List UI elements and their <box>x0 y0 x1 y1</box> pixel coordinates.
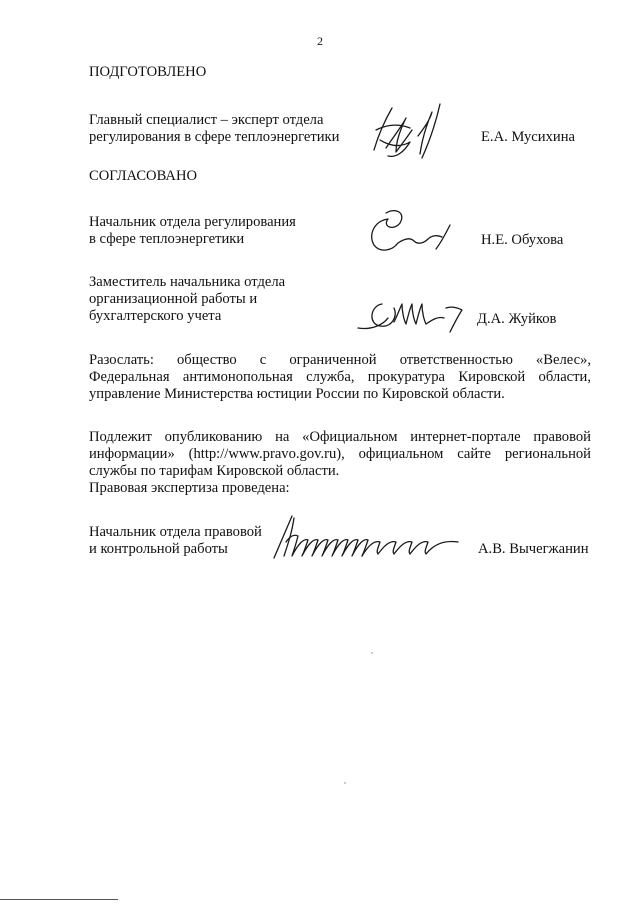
agreed-heading: СОГЛАСОВАНО <box>89 168 198 184</box>
signature-vychegzhanin <box>268 514 463 562</box>
distribution-line: управление Министерства юстиции России по Кировской области. <box>89 386 505 402</box>
prepared-position-line: регулирования в сфере теплоэнергетики <box>89 129 340 145</box>
scan-speck <box>371 652 373 654</box>
legal-head-position <box>89 524 262 558</box>
prepared-heading: ПОДГОТОВЛЕНО <box>89 64 207 80</box>
bottom-rule <box>0 899 118 900</box>
distribution-paragraph <box>89 352 591 403</box>
agreed-name: Н.Е. Обухова <box>481 232 564 248</box>
legal-head-position-line: и контрольной работы <box>89 541 228 557</box>
agreed-position <box>89 214 296 248</box>
publication-line: информации» (http://www.pravo.gov.ru), официальном сайте региональной <box>89 446 591 462</box>
agreed-position-line: Начальник отдела регулирования <box>89 214 296 230</box>
signature-obukhova <box>366 205 456 257</box>
publication-line: службы по тарифам Кировской области. <box>89 463 340 479</box>
distribution-line: Разослать: общество с ограниченной ответственностью «Велес», <box>89 352 591 368</box>
publication-paragraph <box>89 429 591 497</box>
distribution-line: Федеральная антимонопольная служба, прокуратура Кировской области, <box>89 369 591 385</box>
prepared-position <box>89 112 339 146</box>
agreed-position-line: Заместитель начальника отдела <box>89 274 286 290</box>
agreed-position-line: бухгалтерского учета <box>89 308 222 324</box>
agreed-position-line: организационной работы и <box>89 291 258 307</box>
agreed-position <box>89 274 285 325</box>
legal-head-name: А.В. Вычегжанин <box>478 541 589 557</box>
page-number: 2 <box>317 34 323 48</box>
agreed-name: Д.А. Жуйков <box>477 311 557 327</box>
signature-musikhina <box>366 100 456 162</box>
legal-review-note: Правовая экспертиза проведена: <box>89 480 290 496</box>
publication-line: Подлежит опубликованию на «Официальном интернет-портале правовой <box>89 429 591 445</box>
prepared-position-line: Главный специалист – эксперт отдела <box>89 112 324 128</box>
agreed-position-line: в сфере теплоэнергетики <box>89 231 245 247</box>
signature-zhuikov <box>354 296 466 338</box>
legal-head-position-line: Начальник отдела правовой <box>89 524 262 540</box>
scan-speck <box>344 782 346 784</box>
prepared-name: Е.А. Мусихина <box>481 129 575 145</box>
